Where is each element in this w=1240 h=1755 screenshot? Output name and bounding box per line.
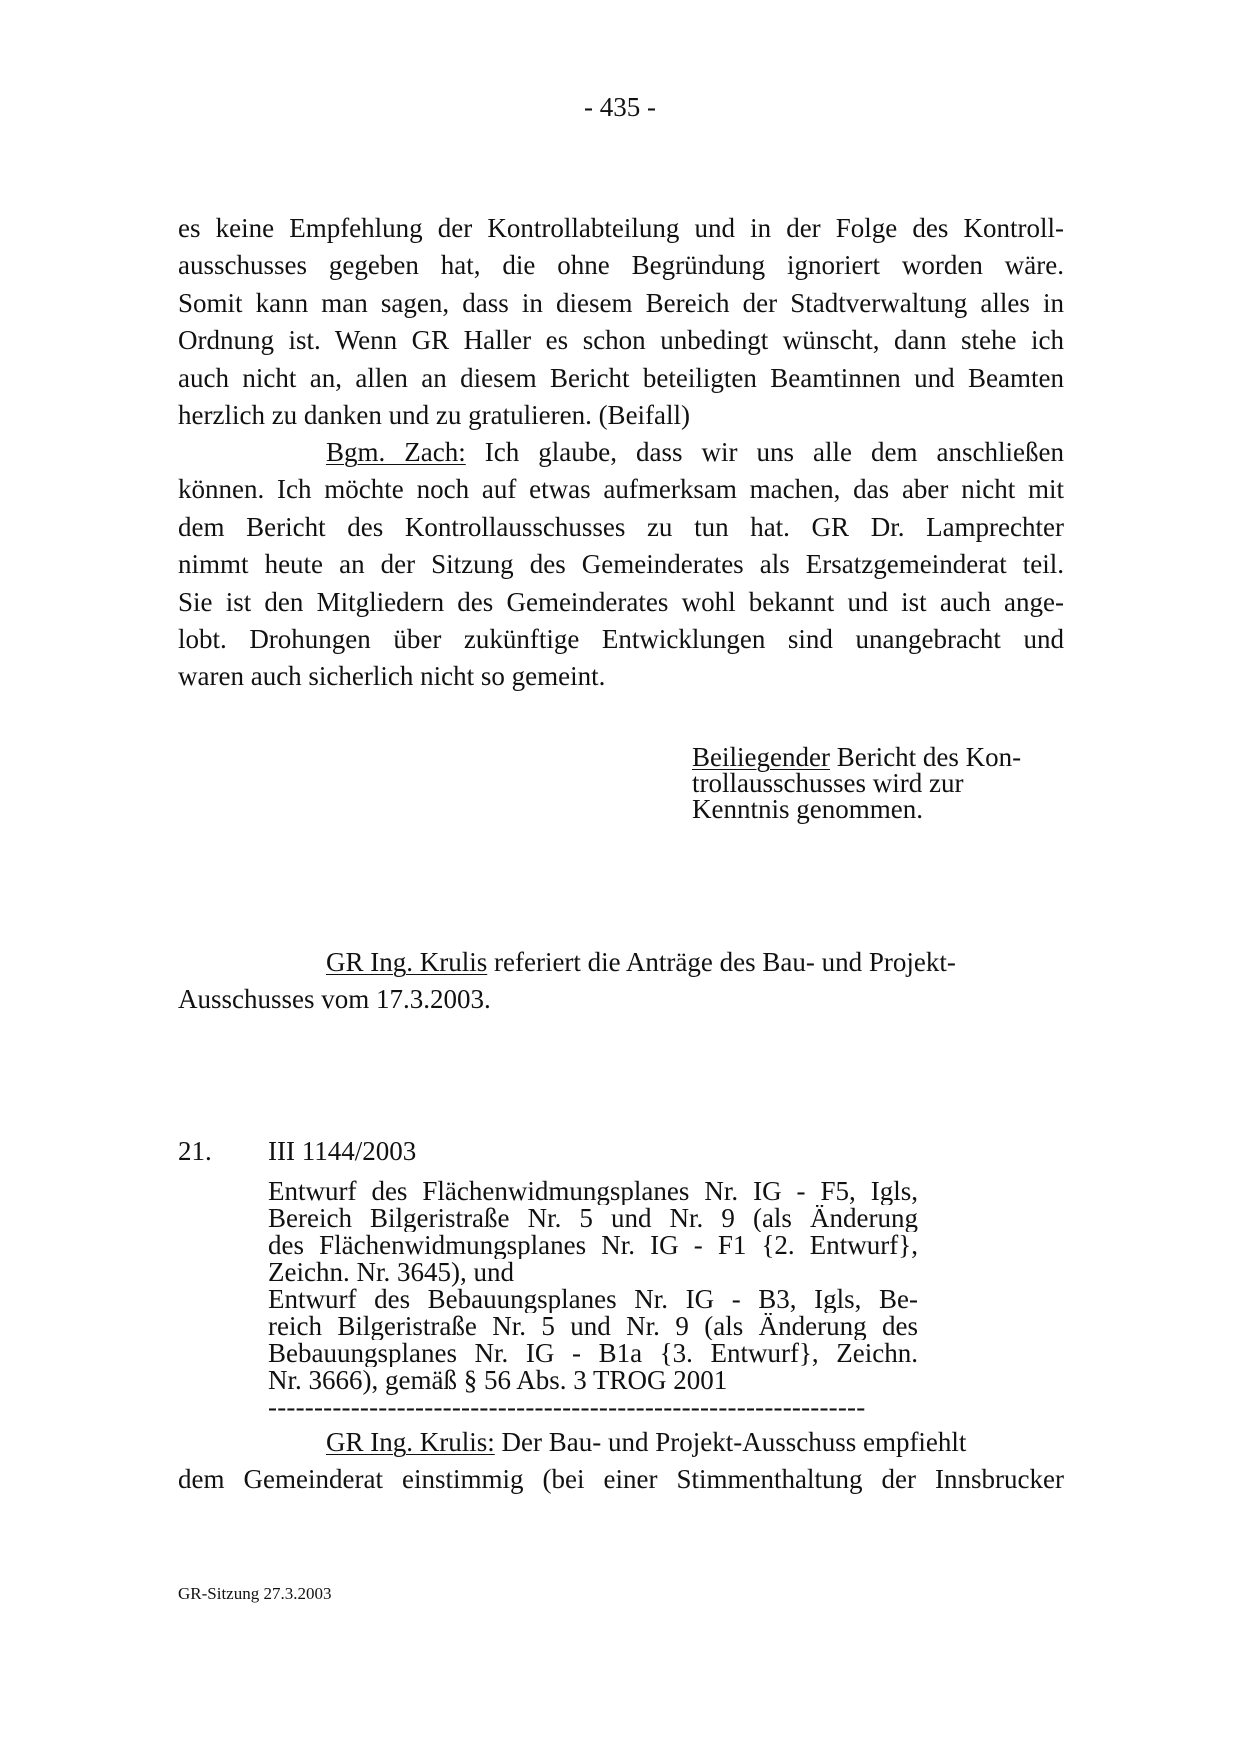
agenda-title-line: Entwurf des Bebauungsplanes Nr. IG - B3, Igls, Be- bbox=[268, 1286, 918, 1313]
speech-paragraph bbox=[178, 1424, 1064, 1499]
agenda-item-title bbox=[268, 1178, 918, 1421]
speaker-name: GR Ing. Krulis bbox=[326, 947, 488, 977]
paragraph-line: es keine Empfehlung der Kontrollabteilung und in der Folge des Kontroll- bbox=[178, 213, 1064, 243]
paragraph-line: lobt. Drohungen über zukünftige Entwicklungen sind unangebracht und bbox=[178, 623, 1064, 654]
agenda-item-reference: III 1144/2003 bbox=[268, 1136, 417, 1166]
page-footer: GR-Sitzung 27.3.2003 bbox=[178, 1584, 332, 1603]
paragraph-continuation bbox=[178, 210, 1064, 434]
speaker-name: Bgm. Zach: bbox=[326, 437, 466, 467]
speaker-name: GR Ing. Krulis: bbox=[326, 1427, 495, 1457]
agenda-title-line: Nr. 3666), gemäß § 56 Abs. 3 TROG 2001 bbox=[268, 1365, 728, 1395]
paragraph-line: Somit kann man sagen, dass in diesem Bereich der Stadtverwaltung alles in bbox=[178, 287, 1064, 318]
paragraph-line: Ordnung ist. Wenn GR Haller es schon unbedingt wünscht, dann stehe ich bbox=[178, 325, 1064, 356]
agenda-item-number: 21. bbox=[178, 1136, 212, 1166]
paragraph-line: auch nicht an, allen an diesem Bericht beteiligten Beamtinnen und Beamten bbox=[178, 362, 1064, 393]
page-number: - 435 - bbox=[584, 92, 656, 122]
paragraph-line: können. Ich möchte noch auf etwas aufmerksam machen, das aber nicht mit bbox=[178, 474, 1064, 505]
paragraph-line: herzlich zu danken und zu gratulieren. (Beifall) bbox=[178, 399, 691, 430]
agenda-title-line: Bebauungsplanes Nr. IG - B1a {3. Entwurf}, Zeichn. bbox=[268, 1340, 918, 1367]
resolution-keyword: Beiliegender bbox=[692, 742, 830, 772]
paragraph-line: nimmt heute an der Sitzung des Gemeinderates als Ersatzgemeinderat teil. bbox=[178, 549, 1064, 580]
paragraph-line: dem Bericht des Kontrollausschusses zu tun hat. GR Dr. Lamprechter bbox=[178, 511, 1064, 542]
speech-text: Der Bau- und Projekt-Ausschuss empfiehlt bbox=[494, 1427, 967, 1457]
speech-paragraph bbox=[178, 434, 1064, 696]
referral-line: Ausschusses vom 17.3.2003. bbox=[178, 984, 491, 1015]
paragraph-line: dem Gemeinderat einstimmig (bei einer Stimmenthaltung der Innsbrucker bbox=[178, 1464, 1064, 1495]
referral-text: referiert die Anträge des Bau- und Projekt- bbox=[487, 947, 956, 977]
resolution-text: Bericht des Kon- bbox=[829, 742, 1022, 772]
paragraph-line: Sie ist den Mitgliedern des Gemeinderates wohl bekannt und ist auch ange- bbox=[178, 586, 1064, 617]
paragraph-line: waren auch sicherlich nicht so gemeint. bbox=[178, 661, 606, 692]
agenda-title-line: Zeichn. Nr. 3645), und bbox=[268, 1257, 514, 1287]
resolution-line: trollausschusses wird zur bbox=[692, 768, 964, 798]
resolution-line bbox=[692, 744, 1072, 770]
referral-first-line bbox=[178, 944, 1064, 981]
resolution-line: Kenntnis genommen. bbox=[692, 794, 923, 824]
agenda-title-line: des Flächenwidmungsplanes Nr. IG - F1 {2. Entwurf}, bbox=[268, 1232, 918, 1259]
speech-text: Ich glaube, dass wir uns alle dem anschließen bbox=[465, 437, 1064, 467]
resolution-block bbox=[692, 744, 1072, 822]
agenda-title-line: Entwurf des Flächenwidmungsplanes Nr. IG - F5, Igls, bbox=[268, 1178, 918, 1205]
paragraph-line: ausschusses gegeben hat, die ohne Begründung ignoriert worden wäre. bbox=[178, 250, 1064, 281]
referral-paragraph bbox=[178, 944, 1064, 1019]
speech-first-line bbox=[178, 1424, 1064, 1461]
agenda-title-line: reich Bilgeristraße Nr. 5 und Nr. 9 (als Änderung des bbox=[268, 1313, 918, 1340]
agenda-separator: ----------------------------------------------------------------- bbox=[268, 1394, 866, 1421]
agenda-title-line: Bereich Bilgeristraße Nr. 5 und Nr. 9 (als Änderung bbox=[268, 1205, 918, 1232]
speech-first-line bbox=[178, 434, 1064, 471]
